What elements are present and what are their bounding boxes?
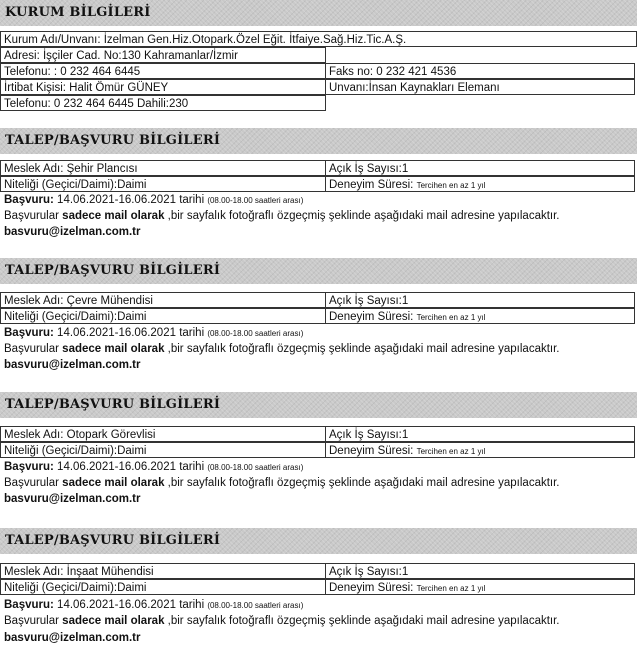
talep-deneyim-value-3: Tercihen en az 1 yıl — [416, 447, 486, 456]
talep-yol-1 — [4, 208, 560, 224]
talep-nitelik-2: Niteliği (Geçici/Daimi):Daimi — [0, 308, 326, 324]
talep-basvuru-saat-2: (08.00-18.00 saatleri arası) — [207, 329, 304, 338]
talep-yol-2 — [4, 341, 560, 357]
talep-acik-4: Açık İş Sayısı:1 — [325, 563, 635, 579]
talep-deneyim-1 — [325, 176, 635, 192]
talep-meslek-2: Meslek Adı: Çevre Mühendisi — [0, 292, 326, 308]
talep-yol-a-1: Başvurular — [4, 210, 63, 222]
talep-deneyim-label-2: Deneyim Süresi: — [329, 311, 417, 323]
talep-basvuru-saat-3: (08.00-18.00 saatleri arası) — [207, 463, 304, 472]
talep-header-4: TALEP/BAŞVURU BİLGİLERİ — [0, 528, 637, 554]
talep-yol-b-3: ,bir sayfalık fotoğraflı özgeçmiş şeklinde aşağıdaki mail adresine yapılacaktır. — [164, 477, 560, 489]
talep-basvuru-saat-4: (08.00-18.00 saatleri arası) — [207, 601, 304, 610]
talep-nitelik-row-1 — [0, 176, 637, 192]
talep-nitelik-1: Niteliği (Geçici/Daimi):Daimi — [0, 176, 326, 192]
kurum-adi: Kurum Adı/Unvanı: İzelman Gen.Hiz.Otopark.Özel Eğit. İtfaiye.Sağ.Hiz.Tic.A.Ş. — [0, 31, 637, 47]
kurum-irtibat-row — [0, 79, 637, 95]
talep-basvuru-label-2: Başvuru: — [4, 327, 54, 339]
talep-yol-bold-4: sadece mail olarak — [62, 615, 165, 627]
talep-deneyim-label-3: Deneyim Süresi: — [329, 445, 417, 457]
talep-header-2: TALEP/BAŞVURU BİLGİLERİ — [0, 258, 637, 284]
kurum-adres: Adresi: İşçiler Cad. No:130 Kahramanlar/İzmir — [0, 47, 326, 63]
talep-yol-bold-2: sadece mail olarak — [62, 343, 165, 355]
talep-yol-3 — [4, 475, 560, 491]
talep-yol-b-1: ,bir sayfalık fotoğraflı özgeçmiş şeklinde aşağıdaki mail adresine yapılacaktır. — [164, 210, 560, 222]
talep-basvuru-tarih-1: 14.06.2021-16.06.2021 tarihi — [53, 194, 208, 206]
talep-deneyim-3 — [325, 442, 635, 458]
talep-meslek-row-4 — [0, 563, 637, 579]
talep-yol-a-4: Başvurular — [4, 615, 63, 627]
talep-deneyim-label-1: Deneyim Süresi: — [329, 179, 417, 191]
talep-basvuru-label-1: Başvuru: — [4, 194, 54, 206]
talep-yol-a-3: Başvurular — [4, 477, 63, 489]
talep-yol-b-4: ,bir sayfalık fotoğraflı özgeçmiş şeklinde aşağıdaki mail adresine yapılacaktır. — [164, 615, 560, 627]
talep-nitelik-4: Niteliği (Geçici/Daimi):Daimi — [0, 579, 326, 595]
talep-basvuru-saat-1: (08.00-18.00 saatleri arası) — [207, 196, 304, 205]
talep-basvuru-2 — [4, 325, 303, 342]
talep-mail-4[interactable]: basvuru@izelman.com.tr — [4, 632, 141, 644]
talep-meslek-3: Meslek Adı: Otopark Görevlisi — [0, 426, 326, 442]
talep-mail-1[interactable]: basvuru@izelman.com.tr — [4, 226, 141, 238]
talep-deneyim-value-2: Tercihen en az 1 yıl — [416, 313, 486, 322]
talep-acik-3: Açık İş Sayısı:1 — [325, 426, 635, 442]
talep-basvuru-tarih-4: 14.06.2021-16.06.2021 tarihi — [53, 599, 208, 611]
talep-yol-bold-1: sadece mail olarak — [62, 210, 165, 222]
talep-meslek-row-1 — [0, 160, 637, 176]
kurum-telefon2-row — [0, 95, 637, 111]
talep-meslek-row-2 — [0, 292, 637, 308]
talep-deneyim-2 — [325, 308, 635, 324]
talep-meslek-4: Meslek Adı: İnşaat Mühendisi — [0, 563, 326, 579]
talep-yol-bold-3: sadece mail olarak — [62, 477, 165, 489]
kurum-header: KURUM BİLGİLERİ — [0, 0, 637, 26]
talep-yol-a-2: Başvurular — [4, 343, 63, 355]
kurum-telefon-row — [0, 63, 637, 79]
kurum-telefon2: Telefonu: 0 232 464 6445 Dahili:230 — [0, 95, 326, 111]
talep-basvuru-label-4: Başvuru: — [4, 599, 54, 611]
talep-deneyim-value-4: Tercihen en az 1 yıl — [416, 584, 486, 593]
talep-mail-3[interactable]: basvuru@izelman.com.tr — [4, 493, 141, 505]
talep-deneyim-label-4: Deneyim Süresi: — [329, 582, 417, 594]
talep-nitelik-3: Niteliği (Geçici/Daimi):Daimi — [0, 442, 326, 458]
kurum-faks: Faks no: 0 232 421 4536 — [325, 63, 635, 79]
kurum-irtibat: İrtibat Kişisi: Halit Ömür GÜNEY — [0, 79, 326, 95]
kurum-adi-row — [0, 31, 637, 47]
talep-nitelik-row-3 — [0, 442, 637, 458]
kurum-unvani: Unvanı:İnsan Kaynakları Elemanı — [325, 79, 635, 95]
talep-meslek-1: Meslek Adı: Şehir Plancısı — [0, 160, 326, 176]
kurum-adres-row — [0, 47, 637, 63]
talep-header-3: TALEP/BAŞVURU BİLGİLERİ — [0, 392, 637, 418]
talep-mail-2[interactable]: basvuru@izelman.com.tr — [4, 359, 141, 371]
talep-acik-1: Açık İş Sayısı:1 — [325, 160, 635, 176]
talep-basvuru-tarih-2: 14.06.2021-16.06.2021 tarihi — [53, 327, 208, 339]
talep-basvuru-3 — [4, 459, 303, 476]
talep-basvuru-1 — [4, 192, 303, 209]
talep-basvuru-tarih-3: 14.06.2021-16.06.2021 tarihi — [53, 461, 208, 473]
kurum-telefon: Telefonu: : 0 232 464 6445 — [0, 63, 326, 79]
talep-meslek-row-3 — [0, 426, 637, 442]
talep-deneyim-4 — [325, 579, 635, 595]
talep-deneyim-value-1: Tercihen en az 1 yıl — [416, 181, 486, 190]
talep-nitelik-row-2 — [0, 308, 637, 324]
talep-nitelik-row-4 — [0, 579, 637, 595]
talep-basvuru-label-3: Başvuru: — [4, 461, 54, 473]
talep-yol-4 — [4, 613, 560, 629]
talep-basvuru-4 — [4, 597, 303, 614]
talep-acik-2: Açık İş Sayısı:1 — [325, 292, 635, 308]
talep-header-1: TALEP/BAŞVURU BİLGİLERİ — [0, 128, 637, 154]
talep-yol-b-2: ,bir sayfalık fotoğraflı özgeçmiş şeklinde aşağıdaki mail adresine yapılacaktır. — [164, 343, 560, 355]
